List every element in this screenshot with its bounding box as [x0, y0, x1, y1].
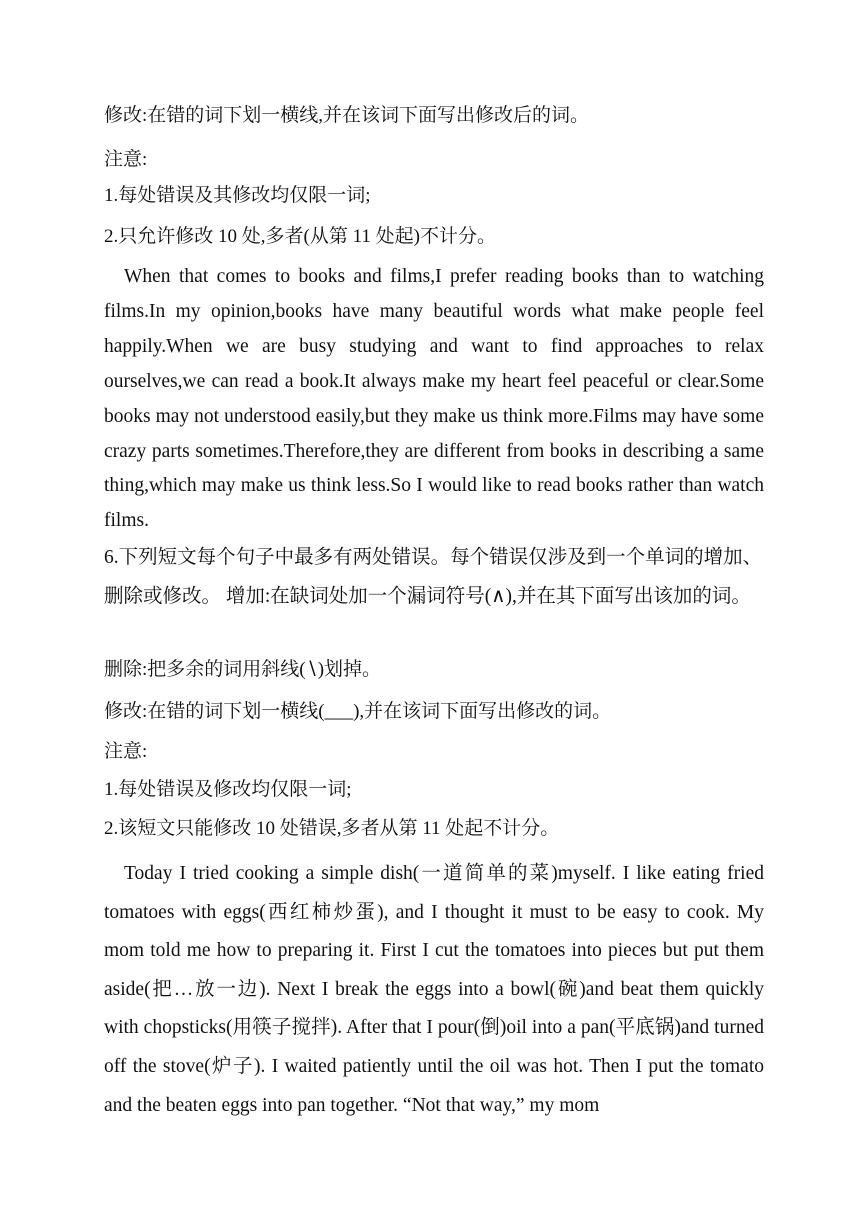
instruction-delete: 删除:把多余的词用斜线(∖)划掉。 [104, 659, 382, 680]
instruction-modify-2: 修改:在错的词下划一横线(___),并在该词下面写出修改的词。 [104, 701, 612, 722]
question-6: 6.下列短文每个句子中最多有两处错误。每个错误仅涉及到一个单词的增加、删除或修改。 增加:在缺词处加一个漏词符号(∧),并在其下面写出该加的词。 [104, 547, 763, 607]
passage-cooking [104, 855, 764, 1125]
passage-text-2: Today I tried cooking a simple dish(一道简单的菜)myself. I like eating fried tomatoes with eggs(西红柿炒蛋), and I thought it must to be easy to cook. My mom told me how to preparing it. First I cut the tomatoes into pieces but put them aside(把…放一边). Next I break the eggs into a bowl(碗)and beat them quickly with chopsticks(用筷子搅拌). After that I pour(倒)oil into a pan(平底锅)and turned off the stove(炉子). I waited patiently until the oil was hot. Then I put the tomato and the beaten eggs into pan together. “Not that way,” my mom [104, 863, 764, 1116]
instruction-note: 注意: [104, 149, 148, 170]
passage-books-films [104, 260, 764, 539]
instruction-rule-1b: 1.每处错误及修改均仅限一词; [104, 779, 352, 800]
instruction-modify: 修改:在错的词下划一横线,并在该词下面写出修改后的词。 [104, 105, 590, 126]
instruction-note-2: 注意: [104, 741, 148, 762]
instruction-rule-1: 1.每处错误及其修改均仅限一词; [104, 185, 371, 206]
instruction-rule-2b: 2.该短文只能修改 10 处错误,多者从第 11 处起不计分。 [104, 818, 560, 839]
passage-text: When that comes to books and films,I prefer reading books than to watching films.In my opinion,books have many beautiful words what make people feel happily.When we are busy studying and want to find approaches to relax ourselves,we can read a book.It always make my heart feel peaceful or clear.Some books may not understood easily,but they make us think more.Films may have some crazy parts sometimes.Therefore,they are different from books in describing a same thing,which may make us think less.So I would like to read books rather than watch films. [104, 266, 764, 532]
instruction-rule-2: 2.只允许修改 10 处,多者(从第 11 处起)不计分。 [104, 226, 496, 247]
